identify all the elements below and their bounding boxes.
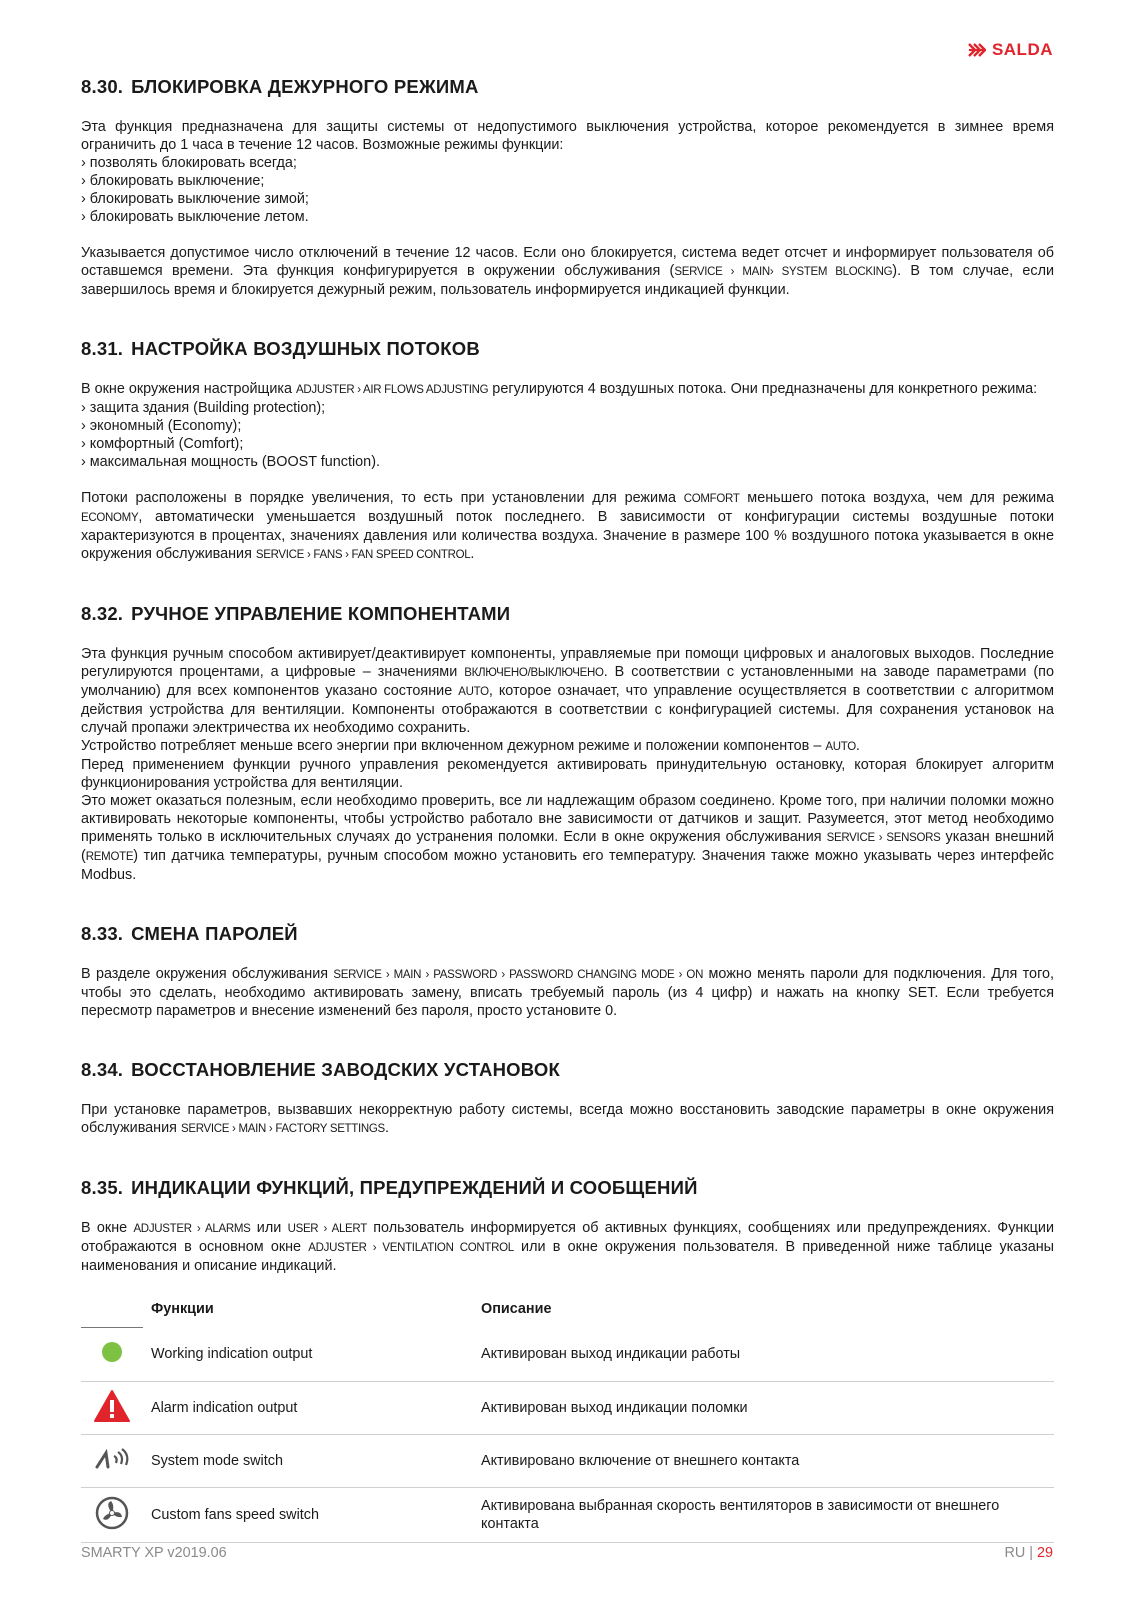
section-heading: 8.30. БЛОКИРОВКА ДЕЖУРНОГО РЕЖИМА [81, 76, 479, 97]
section-heading: 8.32. РУЧНОЕ УПРАВЛЕНИЕ КОМПОНЕНТАМИ [81, 603, 511, 624]
paragraph: Устройство потребляет меньше всего энергии при включенном дежурном режиме и положении компонентов – AUTO. [81, 738, 860, 754]
table-row [81, 1327, 1054, 1382]
green-dot-icon [101, 1341, 123, 1363]
column-header-function: Функции [151, 1301, 214, 1317]
alarm-triangle-icon [93, 1389, 131, 1423]
list-item: › блокировать выключение зимой; [81, 191, 309, 207]
table-header [81, 1297, 1054, 1327]
section-8-31 [81, 338, 1054, 564]
section-heading: 8.34. ВОССТАНОВЛЕНИЕ ЗАВОДСКИХ УСТАНОВОК [81, 1059, 560, 1080]
table-row [81, 1435, 1054, 1488]
function-name: Alarm indication output [143, 1382, 481, 1435]
fan-speed-icon [95, 1496, 129, 1530]
system-mode-switch-icon [94, 1447, 130, 1471]
paragraph: Эта функция ручным способом активирует/деактивирует компоненты, управляемые при помощи цифровых и аналоговых выходов. Последние регулируются процентами, а цифровые – значениями ВКЛЮЧЕНО/ВЫКЛЮЧЕНО. В соответствии с установленными на заводе параметрами (по умолчанию) для всех компонентов указано состояние AUTO, которое означает, что управление осуществляется в соответствии с алгоритмом действия устройства для вентиляции. Компоненты отображаются в соответствии с конфигурацией системы. Для сохранения установок на случай пропажи электричества их необходимо сохранить. [81, 646, 1054, 736]
function-description: Активирован выход индикации работы [481, 1327, 1054, 1382]
section-8-33 [81, 923, 1054, 1020]
page-number: 29 [1036, 1545, 1053, 1561]
paragraph: В окне окружения настройщика ADJUSTER › AIR FLOWS ADJUSTING регулируются 4 воздушных потока. Они предназначены для конкретного режима: [81, 381, 1038, 397]
paragraph: В окне ADJUSTER › ALARMS или USER › ALERT пользователь информируется об активных функциях, сообщениях или предупреждениях. Функции отображаются в основном окне ADJUSTER › VENTILATION CONTROL или в окне окружения пользователя. В приведенной ниже таблице указаны наименования и описание индикаций. [81, 1220, 1055, 1274]
section-8-34 [81, 1059, 1054, 1138]
section-heading: 8.33. СМЕНА ПАРОЛЕЙ [81, 923, 298, 944]
salda-logo-icon [968, 43, 986, 57]
paragraph: При установке параметров, вызвавших некорректную работу системы, всегда можно восстановить заводские параметры в окне окружения обслуживания SERVICE › MAIN › FACTORY SETTINGS. [81, 1102, 1054, 1136]
column-header-description: Описание [481, 1301, 552, 1317]
list-item: › экономный (Economy); [81, 418, 242, 434]
footer-page: RU | 29 [1004, 1545, 1053, 1561]
function-description: Активировано включение от внешнего контакта [481, 1435, 1054, 1488]
section-heading: 8.35. ИНДИКАЦИИ ФУНКЦИЙ, ПРЕДУПРЕЖДЕНИЙ И СООБЩЕНИЙ [81, 1177, 698, 1198]
table-row [81, 1382, 1054, 1435]
paragraph: В разделе окружения обслуживания SERVICE › MAIN › PASSWORD › PASSWORD CHANGING MODE › ON можно менять пароли для подключения. Для того, чтобы это сделать, необходимо активировать замену, вписать требуемый пароль (из 4 цифр) и нажать на кнопку SET. Если требуется пересмотр параметров и внесение изменений без пароля, просто установите 0. [81, 966, 1054, 1019]
list-item: › блокировать выключение; [81, 173, 265, 189]
section-8-35 [81, 1177, 1054, 1543]
section-heading: 8.31. НАСТРОЙКА ВОЗДУШНЫХ ПОТОКОВ [81, 338, 480, 359]
function-name: System mode switch [143, 1435, 481, 1488]
footer-product: SMARTY XP v2019.06 [81, 1545, 227, 1561]
list-item: › блокировать выключение летом. [81, 209, 309, 225]
list-item: › комфортный (Comfort); [81, 436, 244, 452]
paragraph: Указывается допустимое число отключений в течение 12 часов. Если оно блокируется, система ведет отсчет и информирует пользователя об оставшемся времени. Эта функция конфигурируется в окружении обслуживания (SERVICE › MAIN› SYSTEM BLOCKING). В том случае, если завершилось время и блокируется дежурный режим, пользователь информируется индикацией функции. [81, 245, 1055, 298]
section-8-30 [81, 76, 1054, 299]
content [81, 76, 1054, 1543]
list-item: › позволять блокировать всегда; [81, 155, 297, 171]
paragraph: Это может оказаться полезным, если необходимо проверить, все ли надлежащим образом соединено. Кроме того, при наличии поломки можно активировать некоторые компоненты, чтобы устройство работало вне зависимости от датчиков и защит. Разумеется, этот метод необходимо применять только в исключительных случаях до устранения поломки. Если в окне окружения обслуживания SERVICE › SENSORS указан внешний (REMOTE) тип датчика температуры, ручным способом можно установить его температуру. Значения также можно указывать через интерфейс Modbus. [81, 793, 1055, 883]
paragraph: Эта функция предназначена для защиты системы от недопустимого выключения устройства, которое рекомендуется в зимнее время ограничить до 1 часа в течение 12 часов. Возможные режимы функции: [81, 119, 1054, 153]
indications-table [81, 1297, 1054, 1543]
salda-logo [968, 40, 1053, 60]
table-row [81, 1488, 1054, 1543]
list-item: › максимальная мощность (BOOST function). [81, 454, 380, 470]
function-description: Активирован выход индикации поломки [481, 1382, 1054, 1435]
function-name: Working indication output [143, 1327, 481, 1382]
paragraph: Потоки расположены в порядке увеличения, то есть при установлении для режима COMFORT меньшего потока воздуха, чем для режима ECONOMY, автоматически уменьшается воздушный поток последнего. В зависимости от конфигурации системы воздушные потоки характеризуются в процентах, значениях давления или количества воздуха. Значение в размере 100 % воздушного потока указывается в окне окружения обслуживания SERVICE › FANS › FAN SPEED CONTROL. [81, 490, 1054, 562]
function-name: Custom fans speed switch [143, 1488, 481, 1543]
logo-text: SALDA [991, 40, 1053, 59]
list-item: › защита здания (Building protection); [81, 400, 326, 416]
section-8-32 [81, 603, 1054, 884]
function-description: Активирована выбранная скорость вентиляторов в зависимости от внешнего контакта [481, 1488, 1054, 1543]
paragraph: Перед применением функции ручного управления рекомендуется активировать принудительную остановку, которая блокирует алгоритм функционирования устройства для вентиляции. [81, 757, 1054, 791]
